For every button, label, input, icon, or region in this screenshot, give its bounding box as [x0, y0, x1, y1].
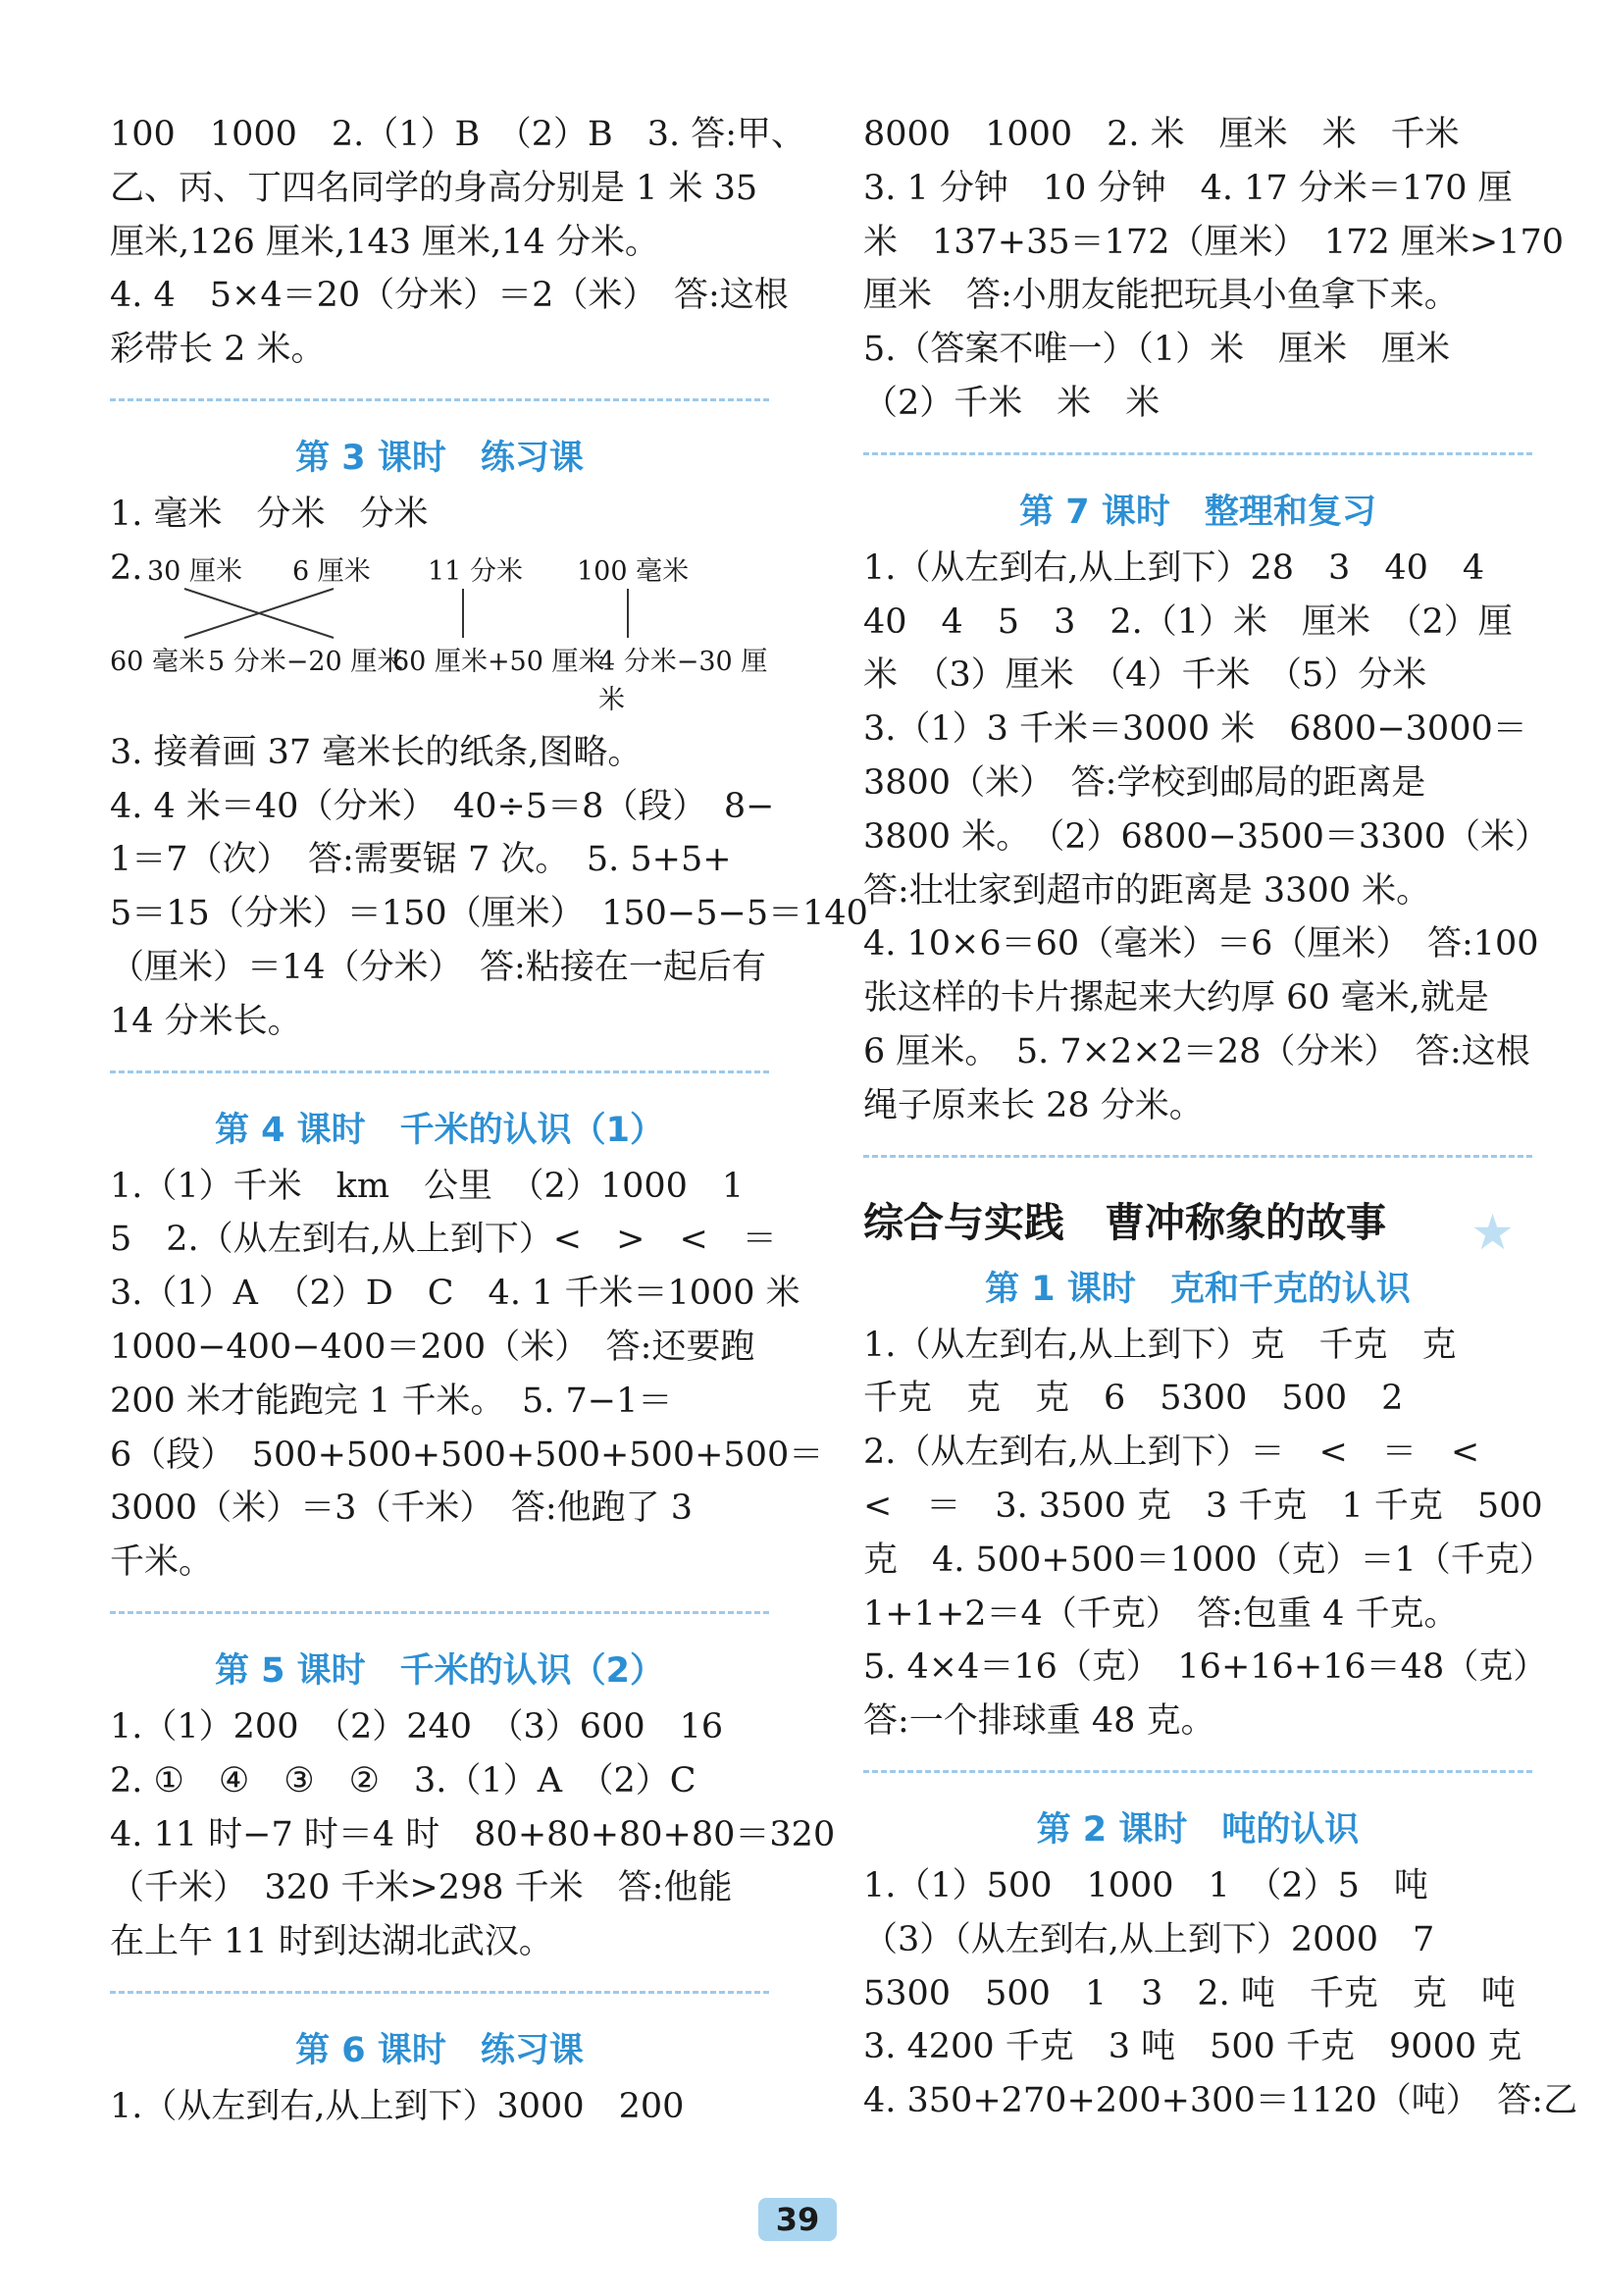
page-number: 39: [758, 2198, 837, 2241]
right-column: [863, 108, 1578, 2128]
text-line: 乙、丙、丁四名同学的身高分别是 1 米 35: [110, 168, 758, 208]
section-title: 第 6 课时 练习课: [295, 2030, 584, 2070]
match-top-item: 11 分米: [428, 555, 523, 587]
text-line: 3000（米）＝3（千米） 答:他跑了 3: [110, 1488, 694, 1529]
text-line: 答:一个排球重 48 克。: [863, 1701, 1215, 1742]
section-title: 第 3 课时 练习课: [295, 438, 584, 478]
match-bottom-item: 60 厘米+50 厘米: [392, 646, 605, 677]
text-line: 千克 克 克 6 5300 500 2: [863, 1379, 1404, 1419]
text-line: 2. ① ④ ③ ② 3.（1）A （2）C: [110, 1760, 696, 1800]
section-title: 第 4 课时 千米的认识（1）: [214, 1110, 665, 1150]
section-title: 第 1 课时 克和千克的认识: [985, 1269, 1411, 1309]
section-divider: [863, 452, 1532, 455]
text-line: 厘米 答:小朋友能把玩具小鱼拿下来。: [863, 276, 1459, 316]
text-line: 1000−400−400＝200（米） 答:还要跑: [110, 1327, 755, 1367]
section-lesson-6: [110, 2021, 769, 2134]
text-line: 1. 毫米 分米 分米: [110, 494, 429, 534]
text-line: 绳子原来长 28 分米。: [863, 1085, 1204, 1125]
section-divider: [863, 1770, 1532, 1773]
section-title: 第 5 课时 千米的认识（2）: [214, 1650, 665, 1691]
section-divider: [110, 1991, 769, 1994]
text-line: < ＝ 3. 3500 克 3 千克 1 千克 500: [863, 1486, 1543, 1526]
text-line: 3. 接着画 37 毫米长的纸条,图略。: [110, 732, 643, 772]
text-line: 5 2.（从左到右,从上到下）< > < ＝: [110, 1220, 777, 1260]
section-chapter-lesson-2: [863, 1800, 1578, 2128]
text-line: 6（段） 500+500+500+500+500+500＝: [110, 1435, 824, 1475]
section-divider: [110, 1070, 769, 1073]
text-line: 1.（1）千米 km 公里 （2）1000 1: [110, 1166, 745, 1206]
text-line: 5300 500 1 3 2. 吨 千克 克 吨: [863, 1973, 1516, 2013]
section-lesson-5: [110, 1642, 836, 1969]
text-line: 厘米,126 厘米,143 厘米,14 分米。: [110, 222, 659, 262]
text-line: 3. 1 分钟 10 分钟 4. 17 分米＝170 厘: [863, 168, 1513, 208]
text-line: 1.（从左到右,从上到下）3000 200: [110, 2086, 685, 2126]
text-line: 1.（1）200 （2）240 （3）600 16: [110, 1706, 724, 1747]
star-icon: ★: [1470, 1203, 1515, 1261]
text-line: 1＝7（次） 答:需要锯 7 次。 5. 5+5+: [110, 840, 732, 880]
text-line: 40 4 5 3 2.（1）米 厘米 （2）厘: [863, 601, 1513, 642]
text-line: 4. 350+270+200+300＝1120（吨） 答:乙: [863, 2081, 1578, 2121]
text-line: 米 （3）厘米 （4）千米 （5）分米: [863, 655, 1427, 696]
section-divider: [863, 1155, 1532, 1158]
chapter-title-text: 综合与实践 曹冲称象的故事: [863, 1198, 1386, 1246]
section-title: 第 2 课时 吨的认识: [1036, 1809, 1360, 1850]
text-line: 5＝15（分米）＝150（厘米） 150−5−5＝140: [110, 894, 868, 934]
left-column: [110, 108, 868, 2134]
text-line: 3.（1）A （2）D C 4. 1 千米＝1000 米: [110, 1274, 800, 1314]
matching-diagram: [110, 542, 769, 726]
match-top-item: 6 厘米: [292, 555, 371, 587]
text-line: 克 4. 500+500＝1000（克）＝1（千克）: [863, 1539, 1554, 1580]
section-lesson-7: [863, 483, 1550, 1133]
match-top-item: 30 厘米: [147, 555, 242, 587]
text-line: 14 分米长。: [110, 1001, 302, 1041]
text-line: 1.（1）500 1000 1 （2）5 吨: [863, 1865, 1428, 1905]
text-line: 100 1000 2.（1）B （2）B 3. 答:甲、: [110, 115, 806, 154]
section-title: 第 7 课时 整理和复习: [1019, 492, 1376, 532]
text-line: 1.（从左到右,从上到下）28 3 40 4: [863, 548, 1485, 588]
text-line: 彩带长 2 米。: [110, 330, 326, 370]
text-line: （3）（从左到右,从上到下）2000 7: [863, 1919, 1435, 1959]
section-divider: [110, 1611, 769, 1614]
text-line: 4. 10×6＝60（毫米）＝6（厘米） 答:100: [863, 924, 1539, 965]
text-line: 4. 4 5×4＝20（分米）＝2（米） 答:这根: [110, 276, 789, 316]
section-lesson-3: [110, 429, 868, 1049]
text-line: 1+1+2＝4（千克） 答:包重 4 千克。: [863, 1593, 1459, 1634]
section-divider: [110, 398, 769, 401]
text-line: （2）千米 米 米: [863, 383, 1161, 423]
match-top-item: 100 毫米: [577, 555, 690, 587]
right-intro: [863, 108, 1565, 431]
text-line: 答:壮壮家到超市的距离是 3300 米。: [863, 870, 1431, 911]
text-line: 5.（答案不唯一）（1）米 厘米 厘米: [863, 330, 1451, 370]
match-bottom-item: 4 分米−30 厘米: [598, 646, 768, 715]
text-line: 在上午 11 时到达湖北武汉。: [110, 1922, 553, 1962]
text-line: （厘米）＝14（分米） 答:粘接在一起后有: [110, 947, 766, 987]
text-line: 米 137+35＝172（厘米） 172 厘米>170: [863, 222, 1565, 262]
text-line: 1.（从左到右,从上到下）克 千克 克: [863, 1325, 1457, 1365]
left-intro: [110, 108, 806, 377]
text-line: 8000 1000 2. 米 厘米 米 千米: [863, 115, 1460, 154]
matching-question-number: 2.: [110, 548, 143, 588]
text-line: 3800（米） 答:学校到邮局的距离是: [863, 762, 1426, 803]
section-chapter-lesson-1: [863, 1260, 1554, 1748]
text-line: 千米。: [110, 1542, 214, 1583]
section-lesson-4: [110, 1101, 824, 1590]
text-line: （千米） 320 千米>298 千米 答:他能: [110, 1868, 733, 1908]
text-line: 2.（从左到右,从上到下）＝ < ＝ <: [863, 1433, 1480, 1473]
text-line: 张这样的卡片摞起来大约厚 60 毫米,就是: [863, 978, 1489, 1018]
text-line: 5. 4×4＝16（克） 16+16+16＝48（克）: [863, 1647, 1548, 1688]
text-line: 4. 11 时−7 时＝4 时 80+80+80+80＝320: [110, 1814, 836, 1854]
text-line: 3.（1）3 千米＝3000 米 6800−3000＝: [863, 709, 1527, 750]
chapter-title: [863, 1185, 1532, 1260]
text-line: 3800 米。 （2）6800−3500＝3300（米）: [863, 816, 1550, 857]
text-line: 4. 4 米＝40（分米） 40÷5＝8（段） 8−: [110, 786, 775, 826]
match-bottom-item: 5 分米−20 厘米: [208, 646, 404, 677]
text-line: 6 厘米。 5. 7×2×2＝28（分米） 答:这根: [863, 1031, 1530, 1071]
match-bottom-item: 60 毫米: [110, 646, 205, 677]
text-line: 200 米才能跑完 1 千米。 5. 7−1＝: [110, 1381, 673, 1421]
text-line: 3. 4200 千克 3 吨 500 千克 9000 克: [863, 2027, 1522, 2067]
